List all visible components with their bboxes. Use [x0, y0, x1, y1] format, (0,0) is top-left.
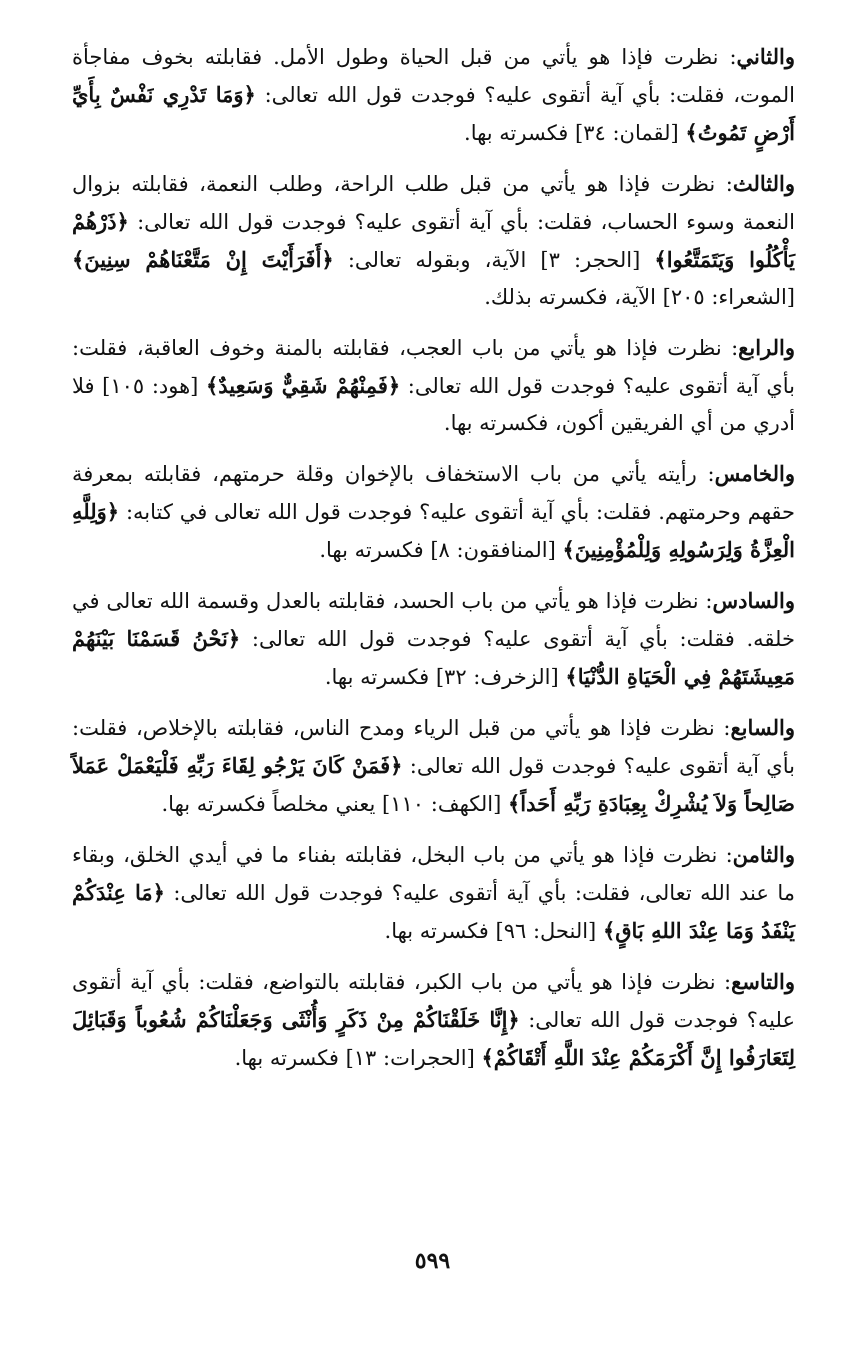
paragraph-lead: والثاني — [736, 44, 795, 69]
paragraph-text: [المنافقون: ٨] فكسرته بها. — [319, 538, 556, 562]
paragraph-text: [الكهف: ١١٠] يعني مخلصاً فكسرته بها. — [161, 792, 502, 816]
paragraph-text: [الشعراء: ٢٠٥] الآية، فكسرته بذلك. — [484, 285, 795, 309]
quran-verse: ﴿مَا عِنْدَكُمْ يَنْفَدُ وَمَا عِنْدَ اللهِ بَاقٍ﴾ — [72, 880, 795, 943]
paragraph-fourth — [72, 329, 795, 442]
paragraph-lead: والسادس — [712, 588, 795, 613]
paragraph-lead: والتاسع — [731, 969, 795, 994]
quran-verse: ﴿إِنَّا خَلَقْنَاكُمْ مِنْ ذَكَرٍ وَأُنْثَى وَجَعَلْنَاكُمْ شُعُوباً وَقَبَائِلَ لِتَعَارَفُوا إِنَّ أَكْرَمَكُمْ عِنْدَ اللَّهِ أَتْقَاكُمْ﴾ — [72, 1007, 795, 1070]
paragraph-sixth — [72, 582, 795, 696]
paragraph-second — [72, 38, 795, 152]
quran-verse: ﴿أَفَرَأَيْتَ إِنْ مَتَّعْنَاهُمْ سِنِينَ﴾ — [72, 247, 334, 272]
paragraph-eighth — [72, 836, 795, 950]
quran-verse: ﴿فَمَنْ كَانَ يَرْجُو لِقَاءَ رَبِّهِ فَلْيَعْمَلْ عَمَلاً صَالِحاً وَلاَ يُشْرِكْ بِعِبَادَةِ رَبِّهِ أَحَداً﴾ — [72, 753, 795, 816]
paragraph-text: [النحل: ٩٦] فكسرته بها. — [384, 919, 597, 943]
quran-verse: ﴿نَحْنُ قَسَمْنَا بَيْنَهُمْ مَعِيشَتَهُمْ فِي الْحَيَاةِ الدُّنْيَا﴾ — [72, 626, 795, 689]
paragraph-text: : رأيته يأتي من باب الاستخفاف بالإخوان وقلة حرمتهم، فقابلته بمعرفة حقهم وحرمتهم. فقلت: بأي آية أتقوى عليه؟ فوجدت قول الله تعالى في كتابه: — [72, 462, 795, 524]
paragraph-fifth — [72, 455, 795, 569]
paragraph-lead: والرابع — [738, 335, 795, 360]
paragraph-lead: والسابع — [730, 715, 795, 740]
paragraph-third — [72, 165, 795, 316]
quran-verse: ﴿ذَرْهُمْ يَأْكُلُوا وَيَتَمَتَّعُوا﴾ — [72, 209, 795, 272]
paragraph-text: [هود: ١٠٥] فلا أدري من أي الفريقين أكون، فكسرته بها. — [72, 374, 795, 435]
paragraph-text: : نظرت فإذا هو يأتي من باب البخل، فقابلته بفناء ما في أيدي الخلق، وبقاء ما عند الله تعالى، فقلت: بأي آية أتقوى عليه؟ فوجدت قول الله تعالى: — [72, 843, 795, 905]
paragraph-lead: والثالث — [732, 171, 795, 196]
paragraph-lead: والثامن — [732, 842, 795, 867]
quran-verse: ﴿فَمِنْهُمْ شَقِيٌّ وَسَعِيدٌ﴾ — [205, 373, 401, 398]
paragraph-text: [لقمان: ٣٤] فكسرته بها. — [464, 121, 679, 145]
paragraph-text: : نظرت فإذا هو يأتي من باب الكبر، فقابلته بالتواضع، فقلت: بأي آية أتقوى عليه؟ فوجدت قول الله تعالى: — [72, 970, 796, 1032]
paragraph-text: [الزخرف: ٣٢] فكسرته بها. — [324, 665, 559, 689]
paragraph-text: : نظرت فإذا هو يأتي من باب العجب، فقابلته بالمنة وخوف العاقبة، فقلت: بأي آية أتقوى عليه؟ فوجدت قول الله تعالى: — [72, 336, 796, 398]
paragraph-text: : نظرت فإذا هو يأتي من قبل الرياء ومدح الناس، فقابلته بالإخلاص، فقلت: بأي آية أتقوى عليه؟ فوجدت قول الله تعالى: — [72, 716, 795, 778]
page-number: ٥٩٩ — [414, 1248, 451, 1274]
paragraph-text: [الحجرات: ١٣] فكسرته بها. — [234, 1046, 475, 1070]
paragraph-text: : نظرت فإذا هو يأتي من قبل الحياة وطول الأمل. فقابلته بخوف مفاجأة الموت، فقلت: بأي آية أتقوى عليه؟ فوجدت قول الله تعالى: — [72, 45, 795, 107]
paragraph-text: [الحجر: ٣] الآية، وبقوله تعالى: — [347, 248, 641, 272]
paragraph-lead: والخامس — [714, 461, 795, 486]
quran-verse: ﴿وَلِلَّهِ الْعِزَّةُ وَلِرَسُولِهِ وَلِلْمُؤْمِنِينَ﴾ — [72, 499, 795, 562]
paragraph-text: : نظرت فإذا هو يأتي من باب الحسد، فقابلته بالعدل وقسمة الله تعالى في خلقه. فقلت: بأي آية أتقوى عليه؟ فوجدت قول الله تعالى: — [72, 589, 795, 651]
paragraph-text: : نظرت فإذا هو يأتي من قبل طلب الراحة، وطلب النعمة، فقابلته بزوال النعمة وسوء الحساب، فقلت: بأي آية أتقوى عليه؟ فوجدت قول الله تعالى: — [72, 172, 795, 234]
paragraph-ninth — [72, 963, 795, 1077]
paragraph-seventh — [72, 709, 795, 823]
quran-verse: ﴿وَمَا تَدْرِي نَفْسٌ بِأَيِّ أَرْضٍ تَمُوتُ﴾ — [72, 82, 795, 145]
